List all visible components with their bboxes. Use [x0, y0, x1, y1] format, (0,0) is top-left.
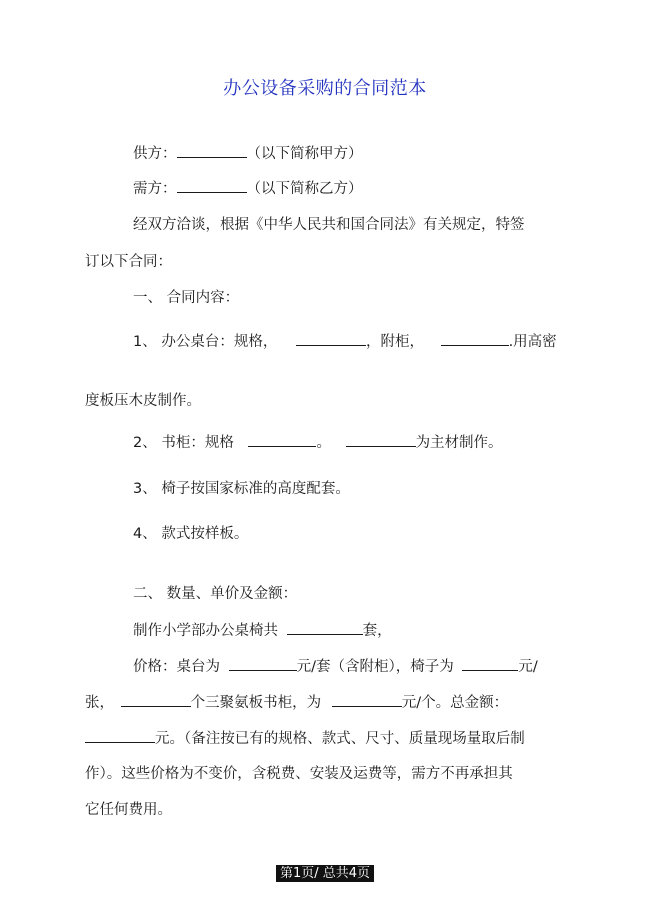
item-1-continuation: 度板压木皮制作。	[85, 393, 201, 409]
price-line-4: 作）。这些价格为不变价，含税费、安装及运费等，需方不再承担其	[85, 766, 513, 782]
section-1-heading: 一、 合同内容：	[133, 290, 240, 306]
price-2-text-c: 元/个。总金额：	[401, 695, 509, 711]
price-line-3	[85, 728, 525, 749]
item-1-blank-1	[296, 331, 366, 346]
item-1-line	[133, 331, 557, 352]
party-b-label: 需方：	[133, 181, 177, 197]
item-3-line: 3、 椅子按国家标准的高度配套。	[133, 481, 350, 497]
item-2-blank-2	[346, 432, 416, 447]
party-a-line	[133, 143, 363, 164]
quantity-line	[133, 620, 392, 641]
quantity-blank	[287, 620, 363, 635]
price-1-text-c: 元/	[518, 659, 538, 675]
party-a-blank	[177, 143, 247, 158]
price-line-5: 它任何费用。	[85, 802, 172, 818]
intro-line-1: 经双方洽谈，根据《中华人民共和国合同法》有关规定，特签	[133, 217, 525, 233]
price-2-blank-2	[332, 692, 402, 707]
item-2-blank-1	[248, 432, 316, 447]
item-2-text-c: 为主材制作。	[415, 435, 503, 451]
quantity-text-a: 制作小学部办公桌椅共	[133, 623, 278, 639]
price-1-blank-2	[462, 656, 518, 671]
party-b-blank	[177, 178, 247, 193]
item-2-line	[133, 432, 503, 453]
item-1-text-b: ，附柜，	[365, 334, 424, 350]
page-number: 第1页/ 总共4页	[276, 865, 374, 882]
section-2-heading: 二、 数量、单价及金额：	[133, 586, 298, 602]
price-line-1	[133, 656, 538, 677]
party-b-line	[133, 178, 363, 199]
price-2-blank-1	[121, 692, 191, 707]
price-line-2	[85, 692, 508, 713]
price-1-blank-1	[229, 656, 297, 671]
price-2-text-b: 个三聚氨板书柜，为	[190, 695, 322, 711]
intro-line-2: 订以下合同：	[85, 254, 172, 270]
party-a-suffix: （以下简称甲方）	[246, 146, 363, 162]
quantity-text-b: 套，	[362, 623, 392, 639]
party-b-suffix: （以下简称乙方）	[246, 181, 363, 197]
party-a-label: 供方：	[133, 146, 177, 162]
item-2-text-a: 2、 书柜：规格	[133, 435, 234, 451]
price-1-text-a: 价格：桌台为	[133, 659, 220, 675]
price-1-text-b: 元/套（含附柜），椅子为	[296, 659, 454, 675]
document-title: 办公设备采购的合同范本	[223, 78, 427, 99]
price-3-text: 元。（备注按已有的规格、款式、尺寸、质量现场量取后制	[155, 731, 525, 747]
item-1-text-c: .用高密	[508, 334, 557, 350]
item-4-line: 4、 款式按样板。	[133, 526, 249, 542]
item-1-blank-2	[441, 331, 509, 346]
price-3-blank	[85, 728, 155, 743]
price-2-text-a: 张，	[85, 695, 114, 711]
item-1-text-a: 1、 办公桌台：规格，	[133, 334, 278, 350]
item-2-text-b: 。	[316, 435, 331, 451]
page-footer	[0, 862, 650, 881]
